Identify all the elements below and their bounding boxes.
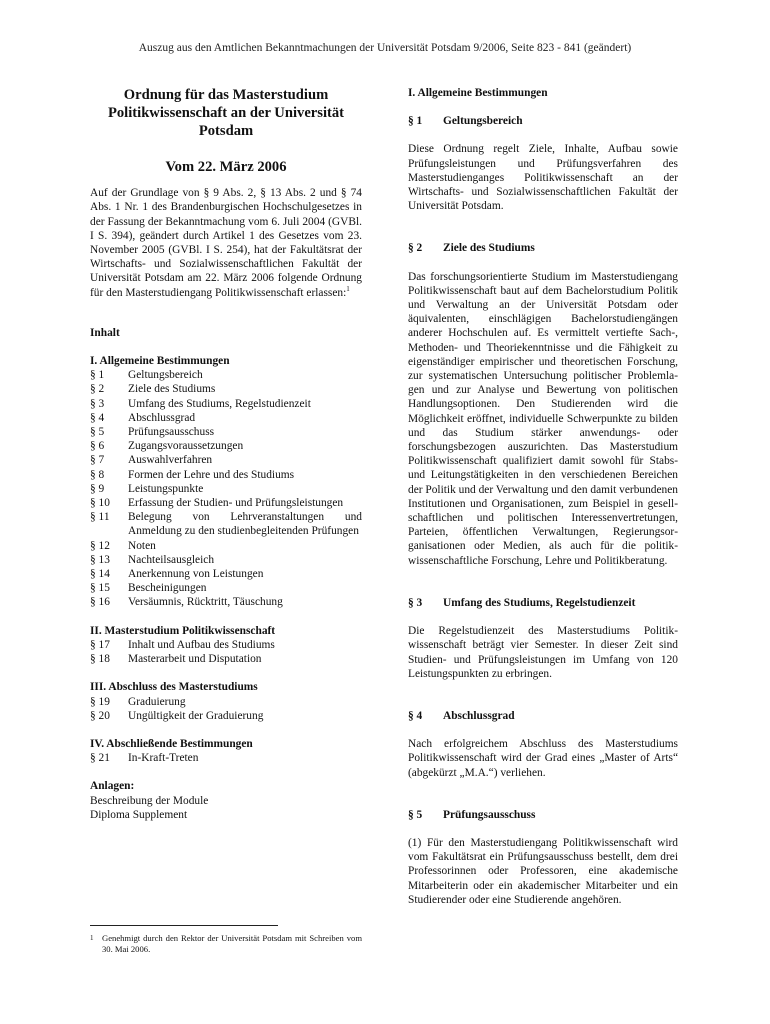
toc-item-number: § 10 xyxy=(90,497,110,510)
toc-item xyxy=(90,453,362,467)
toc-item-number: § 2 xyxy=(90,383,105,396)
toc-item xyxy=(90,695,362,709)
toc-item xyxy=(90,411,362,425)
title-line: Potsdam xyxy=(198,123,254,139)
toc-item-title: Leistungspunkte xyxy=(128,482,204,495)
toc-item xyxy=(90,439,362,453)
page-header: Auszug aus den Amtlichen Bekanntmachungen der Universität Potsdam 9/2006, Seite 823 - 841 (geändert) xyxy=(138,42,632,54)
toc-item-title: Prüfungsausschuss xyxy=(128,426,215,439)
section-title: Ziele des Studiums xyxy=(443,242,535,255)
section-3 xyxy=(408,596,678,681)
preamble-text: Auf der Grundlage von § 9 Abs. 2, § 13 Abs. 2 und § 74 Abs. 1 Nr. 1 des Brandenburgischen Hochschulgesetzes in der Fassung der Bekanntmachung vom 6. Juli 2004 (GVBl. I S. 394), geändert durch Artikel 1 des Gesetzes vom 23. November 2005 (GVBl. I S. 254), hat der Fakultätsrat der Wirtschafts- und Sozialwissenschaftlichen Fakultät der Universität Potsdam am 22. März 2006 folgende Ordnung für den Masterstudiengang Politikwissenschaft erlassen: xyxy=(90,187,362,299)
toc-part-title: III. Abschluss des Masterstudiums xyxy=(90,681,258,694)
footnote xyxy=(90,933,362,955)
footnote-mark: 1 xyxy=(346,284,350,293)
section-1 xyxy=(408,114,678,213)
right-column xyxy=(408,86,678,907)
toc-item-title: Ziele des Studiums xyxy=(128,383,216,396)
section-number: § 3 xyxy=(408,596,423,609)
toc-item-number: § 18 xyxy=(90,653,110,666)
section-number: § 4 xyxy=(408,709,423,722)
toc-item xyxy=(90,482,362,496)
annex-title: Anlagen: xyxy=(90,780,135,793)
toc-list xyxy=(90,368,362,609)
toc-part-title: IV. Abschließende Bestimmungen xyxy=(90,737,253,750)
toc-part-2 xyxy=(90,624,362,667)
toc-item-number: § 11 xyxy=(90,511,110,524)
toc-item-number: § 21 xyxy=(90,752,110,765)
toc-item-number: § 17 xyxy=(90,638,110,651)
annex-item: Beschreibung der Module xyxy=(90,794,209,807)
toc-item xyxy=(90,581,362,595)
toc-item-title: Umfang des Studiums, Regelstudienzeit xyxy=(128,397,311,410)
toc-item-title: Ungültigkeit der Graduierung xyxy=(128,709,264,722)
section-title: Prüfungsausschuss xyxy=(443,808,536,821)
toc-part-4 xyxy=(90,737,362,765)
toc-item xyxy=(90,638,362,652)
document-date: Vom 22. März 2006 xyxy=(165,159,287,175)
toc-item xyxy=(90,751,362,765)
toc-item xyxy=(90,496,362,510)
toc-item-number: § 5 xyxy=(90,426,105,439)
toc-item-title: Masterarbeit und Disputation xyxy=(128,653,262,666)
section-heading xyxy=(408,808,678,822)
toc-item-title: Abschlussgrad xyxy=(128,411,196,424)
section-text: Das forschungsorientierte Studium im Masterstudiengang Politikwissenschaft baut auf dem Bachelorstudium Politik und Verwaltung an der Universität Potsdam oder äquivalenten, einschlägigen Bachelorstudiengängen anderer Hochschulen auf. Es vermittelt vertiefte Sach-, Methoden- und Theoriekenntnisse und die Fähigkeit zu eigenständiger empirischer und theoretischen Forschung, zur systematischen Untersuchung politischer Problemlagen und zur Analyse und Bewertung von politischen Handlungsoptionen. Den Studierenden wird die Möglichkeit eröffnet, individuelle Schwerpunkte zu bilden und das Studium stärker anwendungs- oder forschungsbezogen auszurichten. Das Masterstudium Politikwissenschaft qualifiziert damit sowohl für Stabs- und Leitungstätigkeiten in den verschiedenen Bereichen der Politik und der Verwaltung und den damit verbundenen Institutionen und Organisationen, zum Beispiel in gesellschaftlichen und politischen Interessenvertretungen, Parteien, öffentlichen Verwaltungen, Regierungsorganisationen oder Medien, als auch für die politikwissenschaftliche Forschung, Lehre und Politikberatung. xyxy=(408,270,678,567)
toc-item-number: § 19 xyxy=(90,695,110,708)
toc-item-number: § 1 xyxy=(90,369,105,382)
toc-part-3 xyxy=(90,680,362,723)
toc-annex xyxy=(90,779,362,822)
toc-item-number: § 20 xyxy=(90,709,110,722)
toc-item-number: § 6 xyxy=(90,440,105,453)
toc-part-title: II. Masterstudium Politikwissenschaft xyxy=(90,624,276,637)
toc-item xyxy=(90,567,362,581)
section-2 xyxy=(408,241,678,567)
toc-item-number: § 12 xyxy=(90,539,110,552)
toc-item-number: § 9 xyxy=(90,482,105,495)
toc-part-1 xyxy=(90,354,362,610)
toc-list xyxy=(90,695,362,723)
toc-item xyxy=(90,510,362,538)
toc-item xyxy=(90,595,362,609)
toc-list xyxy=(90,751,362,765)
toc-item xyxy=(90,539,362,553)
section-4 xyxy=(408,709,678,780)
toc-item-number: § 14 xyxy=(90,568,110,581)
toc-item-title: In-Kraft-Treten xyxy=(128,752,199,765)
section-number: § 5 xyxy=(408,808,423,821)
toc-item xyxy=(90,652,362,666)
document-title xyxy=(90,86,362,140)
toc-part-title: I. Allgemeine Bestimmungen xyxy=(90,355,230,368)
toc-item-title: Nachteilsausgleich xyxy=(128,553,215,566)
toc-item-number: § 16 xyxy=(90,596,110,609)
toc-item-number: § 15 xyxy=(90,582,110,595)
toc-item-number: § 4 xyxy=(90,411,105,424)
toc-item-title: Noten xyxy=(128,539,156,552)
section-title: Umfang des Studiums, Regelstudienzeit xyxy=(443,596,636,609)
toc-item xyxy=(90,425,362,439)
section-number: § 1 xyxy=(408,115,423,128)
section-number: § 2 xyxy=(408,242,423,255)
section-heading xyxy=(408,709,678,723)
toc-item xyxy=(90,709,362,723)
toc-item-title: Inhalt und Aufbau des Studiums xyxy=(128,638,275,651)
toc-heading: Inhalt xyxy=(90,326,120,339)
toc-item-title: Bescheinigungen xyxy=(128,582,207,595)
toc-item xyxy=(90,468,362,482)
toc-item-title: Belegung von Lehrveranstaltungen und Anmeldung zu den studienbegleitenden Prüfungen xyxy=(128,511,362,538)
footnote-text: Genehmigt durch den Rektor der Universität Potsdam mit Schreiben vom 30. Mai 2006. xyxy=(102,933,362,954)
toc-list xyxy=(90,638,362,666)
toc-item-number: § 13 xyxy=(90,553,110,566)
section-title: Geltungsbereich xyxy=(443,115,523,128)
toc-item-title: Graduierung xyxy=(128,695,186,708)
annex-item: Diploma Supplement xyxy=(90,808,188,821)
section-heading xyxy=(408,114,678,128)
section-text: Diese Ordnung regelt Ziele, Inhalte, Aufbau sowie Prüfungsleistungen und Prüfungsverfahren des Masterstudienganges Politikwissenschaft an der Wirtschafts- und Sozialwissenschaftlichen Fakultät der Universität Potsdam. xyxy=(408,143,678,213)
section-heading xyxy=(408,596,678,610)
toc-item-number: § 7 xyxy=(90,454,105,467)
section-text: (1) Für den Masterstudiengang Politikwissenschaft wird vom Fakultätsrat ein Prüfungsausschuss bestellt, dem drei Professorinnen oder Professoren, eine akademische Mitarbeiterin oder ein akademischer Mitarbeiter und ein Studierender oder eine Studierende angehören. xyxy=(408,836,678,906)
footnote-divider xyxy=(90,925,278,926)
title-line: Ordnung für das Masterstudium xyxy=(123,87,329,103)
section-heading xyxy=(408,241,678,255)
toc-item xyxy=(90,368,362,382)
toc-item-title: Versäumnis, Rücktritt, Täuschung xyxy=(128,596,283,609)
toc-item-title: Erfassung der Studien- und Prüfungsleistungen xyxy=(128,497,344,510)
toc-item-title: Anerkennung von Leistungen xyxy=(128,568,264,581)
toc-item-number: § 3 xyxy=(90,397,105,410)
section-5 xyxy=(408,808,678,907)
toc-item-title: Auswahlverfahren xyxy=(128,454,213,467)
preamble xyxy=(90,186,362,300)
toc-item xyxy=(90,382,362,396)
section-text: Nach erfolgreichem Abschluss des Masterstudiums Politikwissenschaft wird der Grad eines „Master of Arts“ (abgekürzt „M.A.“) verliehen. xyxy=(408,738,678,779)
part-title: I. Allgemeine Bestimmungen xyxy=(408,87,548,99)
section-title: Abschlussgrad xyxy=(443,709,515,722)
toc-item xyxy=(90,397,362,411)
toc-item-title: Zugangsvoraussetzungen xyxy=(128,440,244,453)
toc-item-title: Geltungsbereich xyxy=(128,369,203,382)
section-text: Die Regelstudienzeit des Masterstudiums Politikwissenschaft beträgt vier Semester. In dieser Zeit sind Studien- und Prüfungsleistungen im Umfang von 120 Leistungspunkten zu erbringen. xyxy=(408,625,678,680)
footnote-number: 1 xyxy=(90,934,94,942)
toc-item-number: § 8 xyxy=(90,468,105,481)
title-line: Politikwissenschaft an der Universität xyxy=(107,105,345,121)
left-column xyxy=(90,86,362,822)
toc-item-title: Formen der Lehre und des Studiums xyxy=(128,468,295,481)
toc-item xyxy=(90,553,362,567)
